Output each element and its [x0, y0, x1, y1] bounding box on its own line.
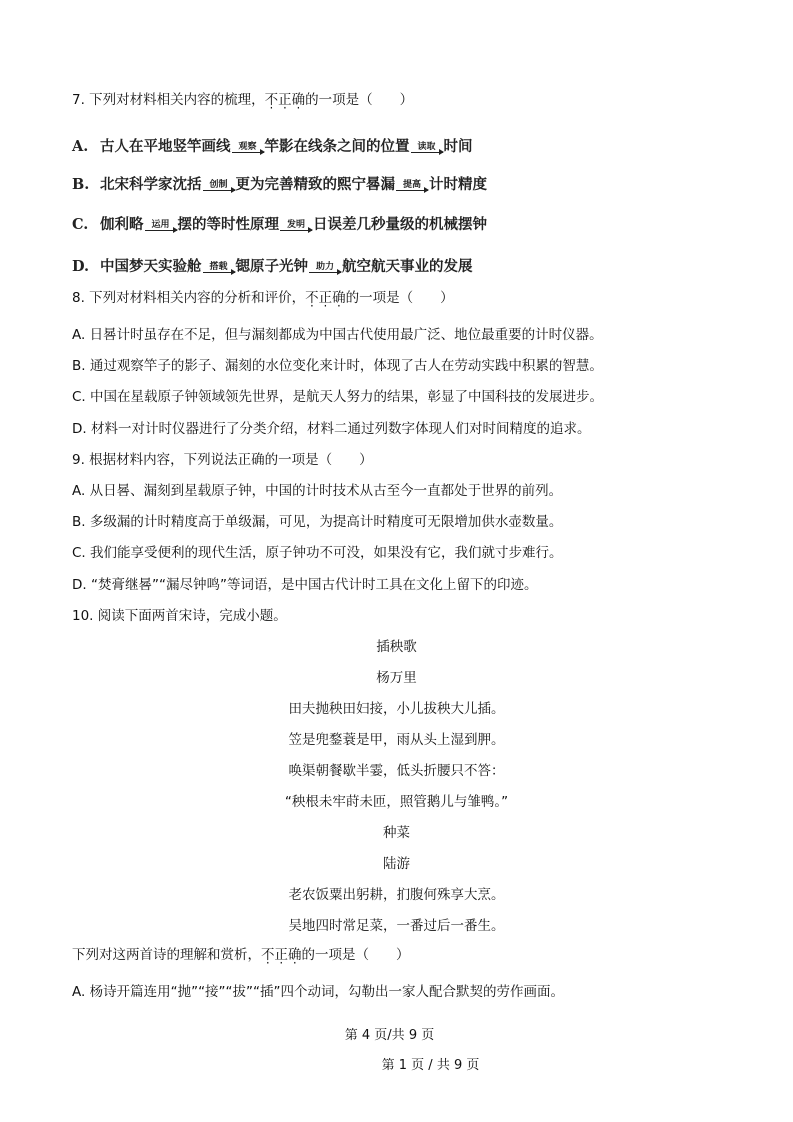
q8-option-b: B. 通过观察竿子的影子、漏刻的水位变化来计时，体现了古人在劳动实践中积累的智慧。	[72, 358, 603, 374]
arrow-icon: 发明	[280, 220, 312, 231]
arrow-icon: 助力	[309, 262, 341, 273]
arrow-icon: 观察	[232, 142, 264, 153]
q9-option-c: C. 我们能享受便利的现代生活，原子钟功不可没，如果没有它，我们就寸步难行。	[72, 545, 563, 561]
q9-option-d: D. “焚膏继晷”“漏尽钟鸣”等词语，是中国古代计时工具在文化上留下的印迹。	[72, 577, 538, 593]
emphasis-char: 正	[274, 947, 288, 963]
poem2-author: 陆游	[383, 856, 410, 872]
poem1-line: 笠是兜鍪蓑是甲，雨从头上湿到胛。	[288, 732, 505, 748]
q10-option-a: A. 杨诗开篇连用“抛”“接”“拔”“插”四个动词，勾勒出一家人配合默契的劳作画面。	[72, 984, 565, 1000]
poem1-line: “秧根未牢莳未匝，照管鹅儿与雏鸭。”	[284, 794, 509, 810]
q8-option-c: C. 中国在星载原子钟领域领先世界，是航天人努力的结果，彰显了中国科技的发展进步。	[72, 389, 604, 405]
q7-option-a: A. 古人在平地竖竿画线 观察 竿影在线条之间的位置 读取 时间	[72, 138, 473, 155]
q9-stem: 9. 根据材料内容，下列说法正确的一项是（ ）	[72, 452, 373, 468]
q7-stem: 7. 下列对材料相关内容的梳理，不正确的一项是（ ）	[72, 92, 414, 108]
q9-option-a: A. 从日晷、漏刻到星载原子钟，中国的计时技术从古至今一直都处于世界的前列。	[72, 483, 563, 499]
emphasis-char: 不	[261, 947, 275, 963]
emphasis-char: 正	[318, 290, 333, 306]
q8-stem: 8. 下列对材料相关内容的分析和评价，不正确的一项是（ ）	[72, 290, 454, 306]
poem1-title: 插秧歌	[376, 639, 417, 655]
q10-stem: 10. 阅读下面两首宋诗，完成小题。	[72, 608, 287, 624]
arrow-icon: 运用	[145, 220, 177, 231]
q7-option-b: B. 北宋科学家沈括 创制 更为完善精致的熙宁晷漏 提高 计时精度	[72, 176, 487, 193]
emphasis-char: 不	[264, 92, 279, 108]
poem1-line: 田夫抛秧田妇接，小儿拔秧大儿插。	[288, 701, 505, 717]
poem1-author: 杨万里	[376, 670, 417, 686]
q8-option-a: A. 日晷计时虽存在不足，但与漏刻都成为中国古代使用最广泛、地位最重要的计时仪器。	[72, 327, 603, 343]
q9-option-b: B. 多级漏的计时精度高于单级漏，可见，为提高计时精度可无限增加供水壶数量。	[72, 514, 563, 530]
q10-sub-stem: 下列对这两首诗的理解和赏析，不正确的一项是（ ）	[72, 947, 410, 963]
emphasis-char: 确	[291, 92, 306, 108]
poem2-line: 吴地四时常足菜，一番过后一番生。	[288, 918, 505, 934]
arrow-icon: 搭载	[203, 262, 235, 273]
q8-option-d: D. 材料一对计时仪器进行了分类介绍，材料二通过列数字体现人们对时间精度的追求。	[72, 421, 591, 437]
inner-page-number: 第 4 页/共 9 页	[344, 1028, 435, 1043]
outer-page-number: 第 1 页 / 共 9 页	[381, 1058, 480, 1073]
emphasis-char: 确	[288, 947, 302, 963]
q7-option-c: C. 伽利略 运用 摆的等时性原理 发明 日误差几秒量级的机械摆钟	[72, 216, 487, 233]
emphasis-char: 不	[305, 290, 319, 306]
emphasis-char: 正	[278, 92, 292, 108]
emphasis-char: 确	[332, 290, 346, 306]
arrow-icon: 提高	[396, 180, 428, 191]
poem2-title: 种菜	[383, 825, 410, 841]
arrow-icon: 读取	[411, 142, 443, 153]
poem1-line: 唤渠朝餐歇半霎，低头折腰只不答：	[288, 763, 505, 779]
poem2-line: 老农饭粟出躬耕，扪腹何殊享大烹。	[288, 887, 505, 903]
q7-option-d: D. 中国梦天实验舱 搭载 锶原子光钟 助力 航空航天事业的发展	[72, 258, 473, 275]
arrow-icon: 创制	[203, 180, 235, 191]
